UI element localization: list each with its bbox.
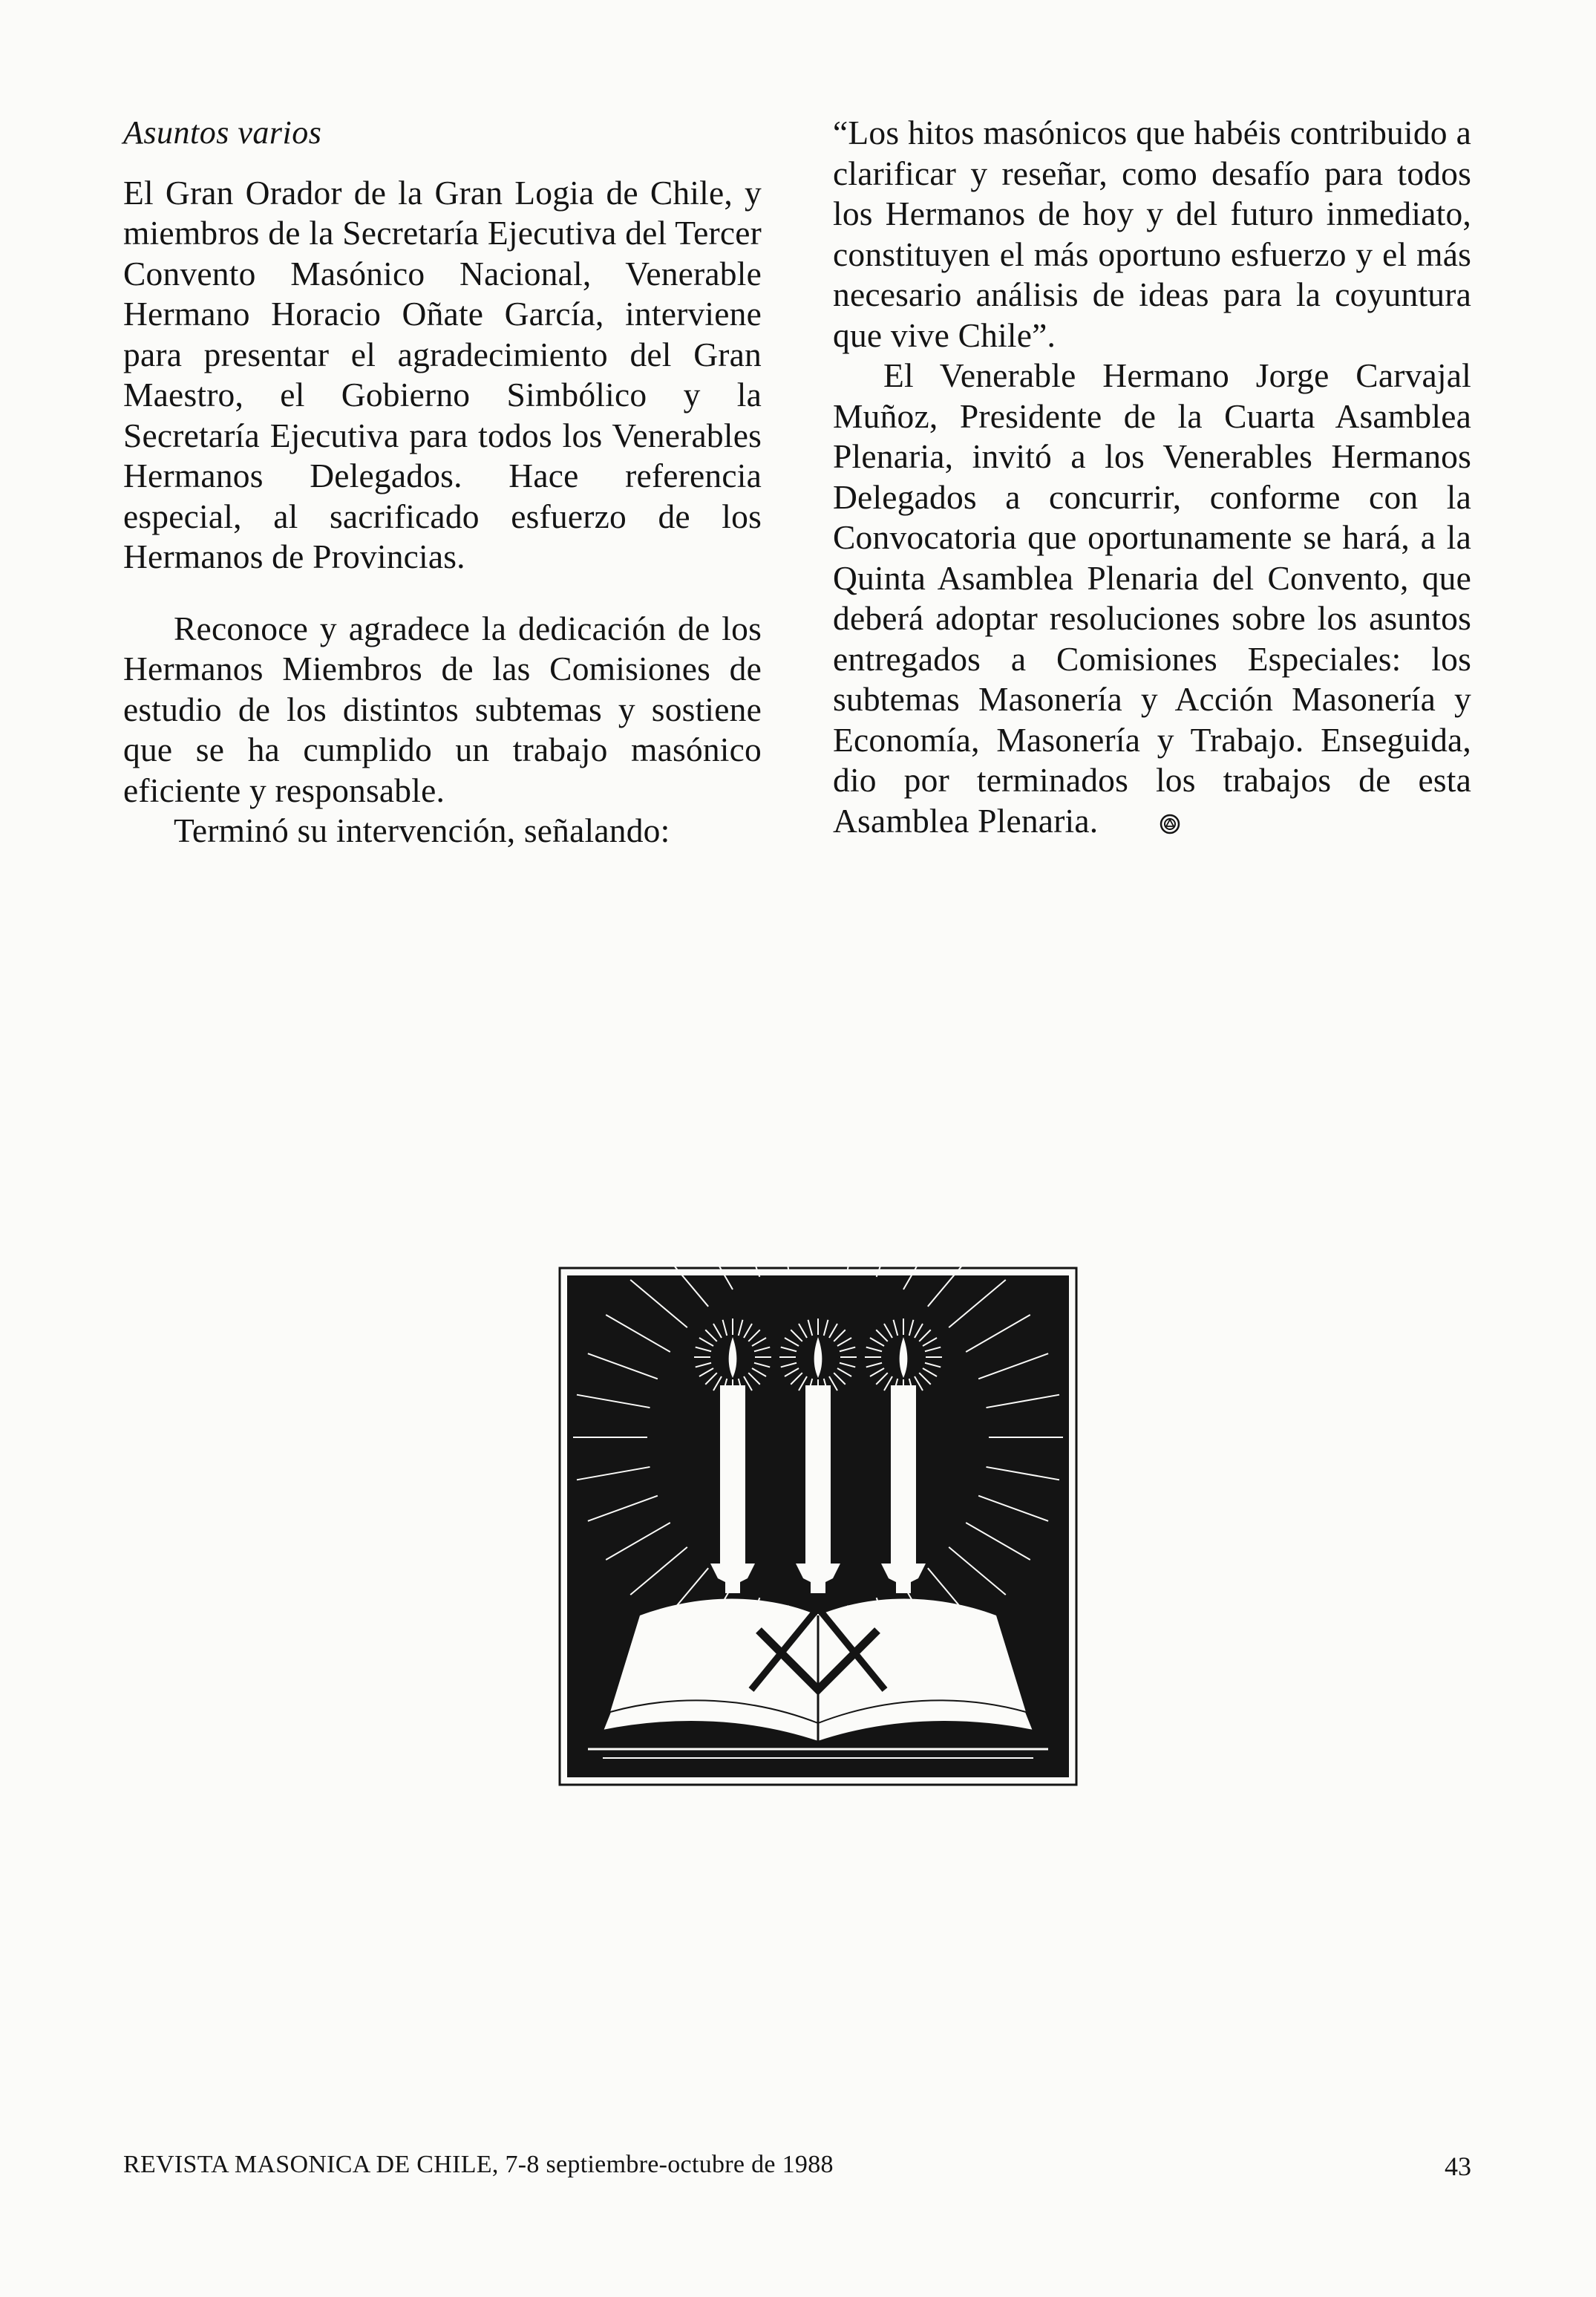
paragraph-text: El Venerable Hermano Jorge Carvajal Muñoz, Presidente de la Cuarta Asamblea Plenaria, invitó a los Venerables Hermanos Delegados a concurrir, conforme con la Convocatoria que oportunamente se hará, a la Quinta Asamblea Plenaria del Convento, que deberá adoptar resoluciones sobre los asuntos entregados a Comisiones Especiales: los subtemas Masonería y Acción Masonería y Economía, Masonería y Trabajo. Enseguida, dio por terminados los trabajos de esta Asamblea Plenaria. (833, 356, 1471, 840)
candles-book-compass-icon (558, 1267, 1078, 1786)
quote-paragraph: “Los hitos masónicos que habéis contribuido a clarificar y reseñar, como desafío para todos los Hermanos de hoy y del futuro inmediato, constituyen el más oportuno esfuerzo y el más necesario análisis de ideas para la coyuntura que vive Chile”. (833, 114, 1471, 354)
page-number: 43 (1445, 2151, 1471, 2181)
left-column (123, 113, 762, 852)
section-title: Asuntos varios (123, 114, 322, 151)
paragraph: Reconoce y agradece la dedicación de los Hermanos Miembros de las Comisiones de estudio de los distintos subtemas y sostiene que se ha cumplido un trabajo masónico eficiente y responsable. (123, 609, 762, 809)
footer-publication: REVISTA MASONICA DE CHILE, 7-8 septiembre-octubre de 1988 (123, 2151, 834, 2178)
paragraph: Terminó su intervención, señalando: (174, 811, 670, 849)
right-column (833, 113, 1471, 844)
end-of-article-icon (1108, 804, 1181, 845)
paragraph: El Gran Orador de la Gran Logia de Chile, y miembros de la Secretaría Ejecutiva del Tercer Convento Masónico Nacional, Venerable Hermano Horacio Oñate García, interviene para presentar el agradecimiento del Gran Maestro, el Gobierno Simbólico y la Secretaría Ejecutiva para todos los Venerables Hermanos Delegados. Hace referencia especial, al sacrificado esfuerzo de los Hermanos de Provincias. (123, 173, 762, 575)
masonic-illustration (558, 1267, 1078, 1786)
paragraph (833, 356, 1471, 844)
